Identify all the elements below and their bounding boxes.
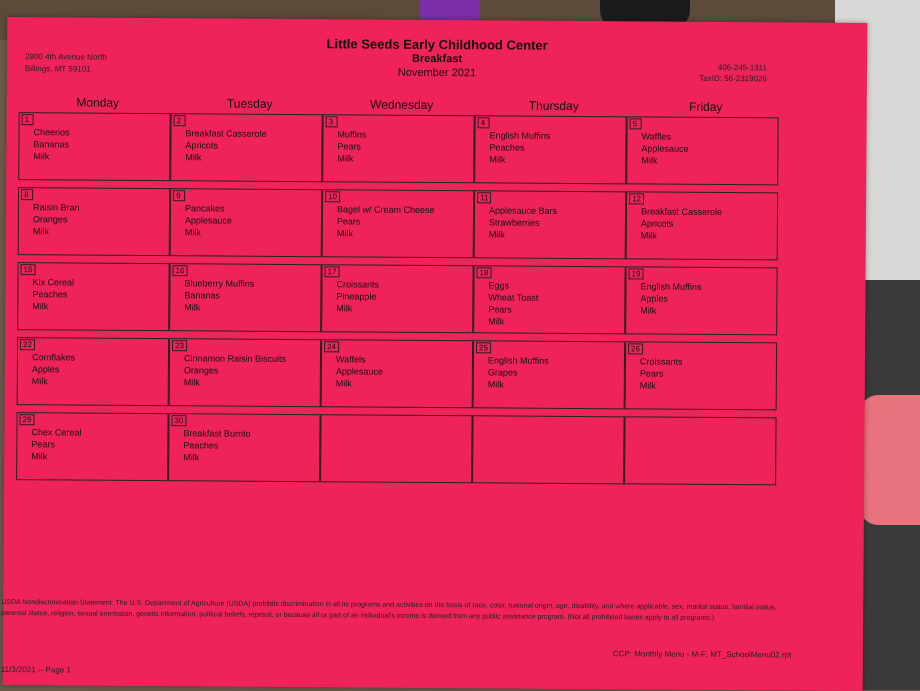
menu-month: November 2021 [397,66,477,80]
menu-item: Applesauce [641,143,689,154]
menu-items [488,354,549,390]
day-cell [625,266,777,335]
day-cell [168,413,320,482]
menu-item: Waffles [641,131,672,142]
pink-object [860,395,920,525]
date-number: 10 [325,191,340,202]
address-line1: 2800 4th Avenue North [25,52,107,62]
menu-items [488,279,538,327]
menu-item: Peaches [183,440,219,451]
date-number: 9 [173,190,185,201]
date-number: 22 [20,339,35,350]
menu-item: Milk [32,301,49,312]
menu-item: Bananas [184,290,220,301]
menu-item: Milk [640,305,657,316]
menu-item: Milk [32,226,49,237]
menu-item: Milk [183,377,200,388]
menu-item: Applesauce [184,215,233,226]
menu-item: Milk [641,155,658,166]
menu-items [489,129,550,165]
menu-items [336,353,383,389]
date-number: 19 [629,268,644,279]
center-name: Little Seeds Early Childhood Center [326,36,548,53]
day-cell [474,190,626,259]
address [25,51,107,76]
menu-item: Peaches [32,289,68,300]
day-cell [17,337,169,406]
menu-items [337,203,435,240]
menu-item: Milk [183,452,200,463]
menu-item: Milk [639,380,656,391]
menu-item: Milk [184,227,201,238]
menu-item: Milk [488,229,505,240]
menu-item: Breakfast Casserole [640,206,723,218]
date-number: 18 [477,267,492,278]
menu-item: Milk [185,152,202,163]
menu-item: Blueberry Muffins [184,278,255,289]
menu-items [31,426,81,462]
day-cell [169,263,321,332]
menu-items [489,204,557,240]
day-cell [626,191,778,260]
menu-item: Cheerios [33,127,70,138]
week-row [16,412,776,485]
day-cell [473,340,625,409]
tax-id: TaxID: 56-2319026 [699,73,767,84]
menu-items [184,352,286,389]
menu-item: Oranges [32,214,68,225]
day-friday: Friday [689,99,723,115]
menu-item: English Muffins [640,281,702,292]
menu-item: Milk [489,154,506,165]
menu-items [184,277,254,313]
menu-paper [0,17,868,691]
day-thursday: Thursday [528,98,579,113]
print-date: 11/3/2021 -- Page 1 [0,664,71,675]
date-number: 3 [326,116,338,127]
menu-item: Pears [337,141,361,152]
date-number: 8 [21,189,33,200]
menu-item: Strawberries [488,217,540,228]
report-code: CCP: Monthly Menu - M-F; MT_SchoolMenu02.rpt [612,649,792,660]
day-cell [170,113,322,182]
week-row [17,337,777,410]
menu-item: Apples [31,364,60,375]
menu-item: Pineapple [336,291,377,302]
day-cell [321,264,473,333]
week-row [17,262,777,335]
menu-items [32,351,75,387]
day-cell [17,262,169,331]
date-number: 1 [22,114,34,125]
menu-items [641,205,722,242]
day-cell [18,112,170,181]
day-cell [625,341,777,410]
menu-item: Oranges [183,365,219,376]
date-number: 29 [19,414,34,425]
menu-items [32,276,74,312]
week-row [18,187,778,260]
menu-item: Pancakes [184,203,225,214]
menu-item: Peaches [489,142,525,153]
phone-number: 406-245-1311 [717,62,768,73]
menu-item: Wheat Toast [488,292,539,303]
menu-items [336,278,379,314]
day-monday: Monday [76,95,120,110]
menu-item: Pears [336,216,361,227]
menu-item: Milk [31,376,48,387]
menu-item: Croissants [336,279,380,290]
day-cell [322,189,474,258]
menu-item: Bagel w/ Cream Cheese [336,204,435,215]
day-cell [320,414,472,483]
day-cell [169,338,321,407]
menu-items [185,127,266,164]
date-number: 2 [174,115,186,126]
menu-item: Grapes [487,367,518,378]
menu-item: Breakfast Casserole [185,128,267,139]
day-cell [16,412,168,481]
menu-item: Apples [640,293,668,304]
menu-item: English Muffins [489,130,551,141]
date-number: 4 [478,117,490,128]
menu-item: English Muffins [487,355,549,366]
date-number: 15 [21,264,36,275]
day-cell [472,415,624,484]
menu-item: Chex Cereal [31,427,82,438]
contact-info [699,62,767,84]
menu-items [640,355,683,391]
menu-item: Muffins [337,129,367,140]
day-cell [624,416,776,485]
menu-items [337,128,366,164]
menu-item: Milk [640,230,657,241]
date-number: 26 [628,343,643,354]
nondiscrimination-statement: USDA Nondiscrimination Statement: The U.S. Department of Agriculture (USDA) prohibits discrimination in all its programs and activities on the basis of race, color, national origin, age, disability, and where applicable, sex, marital status, familial status, parental status, religion, sexual orientation, genetic information, political beliefs, reprisal, or because all or part of an individual's income is derived from any public assistance program. (Not all prohibited bases apply to all programs.) [1,598,777,622]
menu-item: Applesauce [335,366,383,377]
date-number: 12 [629,193,644,204]
menu-item: Milk [335,378,352,389]
menu-item: Milk [487,379,504,390]
menu-items [33,126,69,162]
day-tuesday: Tuesday [226,96,273,111]
day-cell [474,115,626,184]
menu-item: Waffels [335,354,366,365]
menu-item: Kix Cereal [32,277,75,288]
menu-item: Cornflakes [31,352,76,363]
menu-item: Applesauce Bars [488,205,558,216]
date-number: 16 [173,265,188,276]
menu-item: Milk [488,316,505,327]
date-number: 11 [477,192,491,203]
day-cell [473,265,625,334]
menu-item: Croissants [639,356,683,367]
day-cell [321,339,473,408]
menu-item: Cinnamon Raisin Biscuits [183,353,287,364]
date-number: 25 [476,342,491,353]
menu-item: Apricots [185,140,219,151]
menu-item: Raisin Bran [32,202,80,213]
day-cell [170,188,322,257]
menu-item: Apricots [640,218,674,229]
date-number: 17 [325,266,340,277]
day-wednesday: Wednesday [370,97,434,112]
date-number: 5 [630,118,642,129]
menu-item: Breakfast Burrito [183,428,251,439]
menu-items [33,201,80,237]
week-row [18,112,778,185]
menu-item: Pears [639,368,664,379]
meal-type: Breakfast [411,52,463,66]
menu-items [641,130,688,166]
menu-items [183,427,250,463]
menu-item: Milk [336,303,353,314]
menu-item: Bananas [33,139,70,150]
menu-item: Pears [488,304,512,315]
menu-item: Milk [33,151,50,162]
menu-item: Milk [184,302,201,313]
menu-item: Milk [31,451,48,462]
menu-item: Milk [337,153,354,164]
menu-items [185,202,232,238]
day-cell [18,187,170,256]
date-number: 24 [324,341,339,352]
day-cell [322,114,474,183]
date-number: 30 [171,415,186,426]
menu-items [640,280,701,316]
menu-item: Milk [336,228,353,239]
day-cell [626,116,778,185]
menu-item: Pears [31,439,55,450]
address-line2: Billings, MT 59101 [24,64,91,74]
date-number: 23 [172,340,187,351]
menu-item: Eggs [488,280,510,291]
